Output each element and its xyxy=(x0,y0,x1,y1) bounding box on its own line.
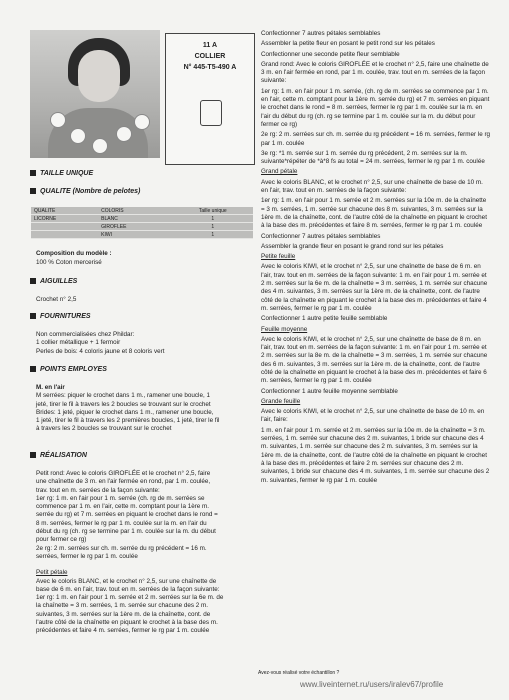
bottle-icon xyxy=(200,100,222,126)
model-photo xyxy=(30,30,160,158)
section-fournitures: FOURNITURES xyxy=(30,313,91,320)
table-row: LICORNE BLANC 1 xyxy=(31,215,253,223)
composition-title: Composition du modèle : xyxy=(36,250,112,257)
points-text: M. en l'air M serrées: piquer le crochet dans 1 m., ramener une boucle, 1 jeté, tirer le fil à travers les 2 boucles se trouvant sur le crochet Brides: 1 jeté, piquer le crochet dans 1 m., ramener une boucle, 1 jeté, tirer le fil à travers les 2 premières boucles, 1 jeté, tirer le fil à travers les 2 boucles se trouvant sur le crochet xyxy=(36,384,220,433)
section-taille: TAILLE UNIQUE xyxy=(30,170,93,177)
table-header: QUALITE COLORIS Taille unique xyxy=(31,207,253,215)
watermark: www.liveinternet.ru/users/iralev67/profile xyxy=(300,680,444,689)
model-ref: N° 445-T5-490 A xyxy=(183,64,237,71)
yarn-table xyxy=(31,207,253,239)
left-realisation-text: Petit rond: Avec le coloris GIROFLÉE et le crochet n° 2,5, faire une chaînette de 3 m. en l'air fermée en rond, par 1 m. coulée, trav. tout en m. serrées de la façon suivante: 1er rg: 1 m. en l'air pour 1 m. serrée (ch. rg de m. serrées se commence par 1 m. en l'air, cette m. comptant pour la 1ère m. serrée du rg) et 7 m. serrées en piquant le crochet dans le rond = 8 m. serrées, fermer le rg par 1 m. coulée sur la m. en l'air du début du rg (ch. rg se termine par 1 m. coulée sur la m. du début pour fermer ce rg) 2e rg: 2 m. serrées sur ch. m. serrée du rg précédent = 16 m. serrées, fermer le rg par 1 m. coulée Petit pétale Avec le coloris BLANC, et le crochet n° 2,5, sur une chaînette de base de 6 m. en l'air, trav. tout en m. serrées de la façon suivante: 1er rg: 1 m. en l'air pour 1 m. serrée et 2 m. serrées sur la 6e m. de la chaînette = 3 m. serrées, 1 m. serrée sur chacune des 2 m. suivantes, 3 m. serrées sur la 1ère m. de la chaînette, cont. de l'autre côté de la chaînette en piquant le crochet à la base des m. précédentes et faire 4 m. serrées, fermer le rg par 1 m. coulée xyxy=(36,470,224,635)
table-row: GIROFLEE 1 xyxy=(31,223,253,231)
right-column-text: Confectionner 7 autres pétales semblables Assembler la petite fleur en posant le petit rond sur les pétales Confectionner une seconde petite fleur semblable Grand rond: Avec le coloris GIROFLÉE et le crochet n° 2,5, faire une chaînette de 3 m. en l'air fermée en rond, par 1 m. coulée, trav. tout en m. serrées de la façon suivante: 1er rg: 1 m. en l'air pour 1 m. serrée, (ch. rg de m. serrées se commence par 1 m. en l'air, cette m. comptant pour la 1ère m. serrée du rg) et 7 m. serrées en piquant le crochet dans le rond = 8 m. serrées, fermer le rg par 1 m. coulée sur la m. en l'air du début du rg (ch. rg se termine par 1 m. coulée sur la m. du début pour fermer ce rg) 2e rg: 2 m. serrées sur ch. m. serrée du rg précédent = 16 m. serrées, fermer le rg par 1 m. coulée 3e rg: *1 m. serrée sur 1 m. serrée du rg précédent, 2 m. serrées sur la m. suivante*répéter de *à*8 fs au total = 24 m. serrées, fermer le rg par 1 m. coulée Grand pétale Avec le coloris BLANC, et le crochet n° 2,5, sur une chaînette de base de 10 m. en l'air, trav. tout en m. serrées de la façon suivante: 1er rg: 1 m. en l'air pour 1 m. serrée et 2 m. serrées sur la 10e m. de la chaînette = 3 m. serrées, 1 m. serrée sur chacune des 8 m. suivantes, 3 m. serrées sur la 1ère m. de la chaînette, cont. de l'autre côté de la chaînette en piquant le crochet à la base des m. précédentes et faire 8 m. serrées, fermer le rg par 1 m. coulée Confectionner 7 autres pétales semblables Assembler la grande fleur en posant le grand rond sur les pétales Petite feuille Avec le coloris KIWI, et le crochet n° 2,5, sur une chaînette de base de 6 m. en l'air, trav. tout en m. serrées de la façon suivante: 1 m. en l'air pour 1 m. serrée et 2 m. serrées sur la 6e m. de la chaînette = 3 m. serrées, 1 m. serrée sur chacune des 4 m. suivantes, 3 m. serrées sur la 1ère m. de la chaînette, cont. de l'autre côté de la chaînette en piquant le crochet à la base des m. précédentes et faire 4 m. serrées, fermer le rg par 1 m. coulée Confectionner 1 autre petite feuille semblable Feuille moyenne Avec le coloris KIWI, et le crochet n° 2,5, sur une chaînette de base de 8 m. en l'air, trav. tout en m. serrées de la façon suivante: 1 m. en l'air pour 1 m. serrée et 2 m. serrées sur la 8e m. de la chaînette = 3 m. serrées, 1 m. serrée sur chacune des 6 m. suivantes, 3 m. serrées sur la 1ère m. de la chaînette, cont. de l'autre côté de la chaînette en piquant le crochet à la base des m. précédentes et faire 6 m. serrées, fermer le rg par 1 m. coulée Confectionner 1 autre feuille moyenne semblable Grande feuille Avec le coloris KIWI, et le crochet n° 2,5, sur une chaînette de base de 10 m. en l'air, faire: 1 m. en l'air pour 1 m. serrée et 2 m. serrées sur la 10e m. de la chaînette = 3 m. serrées, 1 m. serrée sur chacune des 2 m. suivantes, 1 bride sur chacune des 4 m. suivantes, 1 m. serrée sur chacune des 2 m. suivantes, 3 m. serrées sur la 1ère m. de la chaînette, cont. de l'autre côté de la chaînette en piquant le crochet à la base des m. précédentes et faire 2 m. serrées sur chacune des 2 m. suivantes, 1 bride sur chacune des 4 m. suivantes, 1 m. serrée sur chacune des 2 m. suivantes, fermer le rg par 1 m. coulée xyxy=(261,30,491,484)
model-number: 11 A xyxy=(202,42,218,49)
fournitures-text: Non commercialisées chez Phildar: 1 collier métallique + 1 fermoir Perles de bois: 4 coloris jaune et 8 coloris vert xyxy=(36,331,165,355)
aiguilles-text: Crochet n° 2,5 xyxy=(36,296,77,303)
composition-value: 100 % Coton mercerisé xyxy=(36,259,102,266)
section-points: POINTS EMPLOYES xyxy=(30,366,107,373)
section-qualite: QUALITE (Nombre de pelotes) xyxy=(30,188,140,195)
footer-text: Avez-vous réalisé votre échantillon ? xyxy=(258,670,340,676)
section-realisation: RÉALISATION xyxy=(30,452,87,459)
section-aiguilles: AIGUILLES xyxy=(30,278,77,285)
model-id-box xyxy=(165,33,255,165)
table-row: KIWI 1 xyxy=(31,231,253,239)
model-name: COLLIER xyxy=(194,53,226,60)
